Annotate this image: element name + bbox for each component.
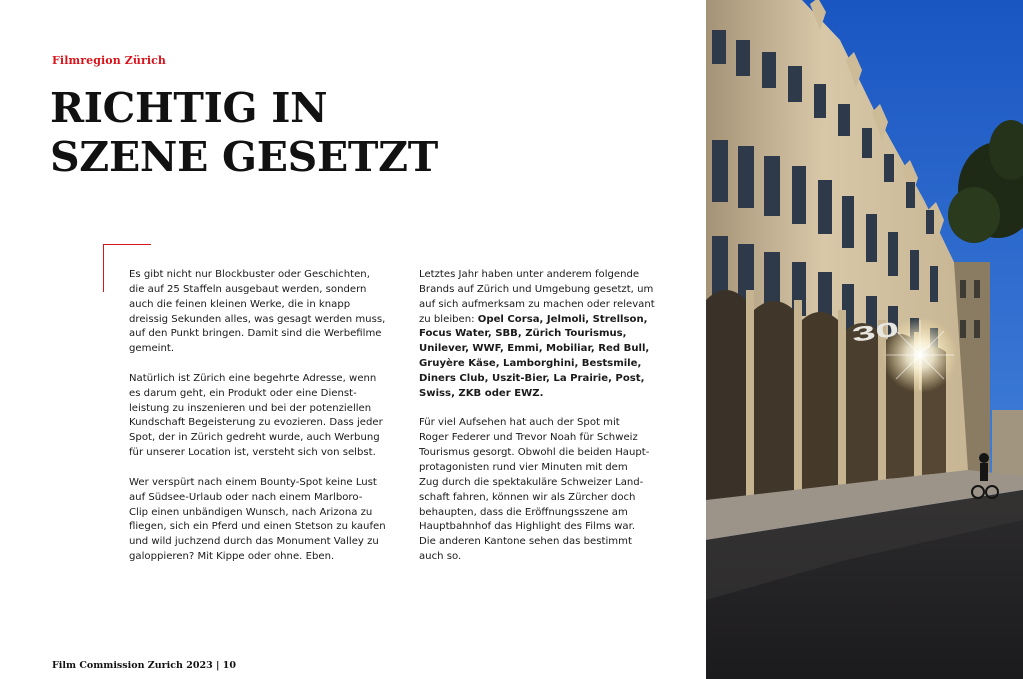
text-line: Spot, der in Zürich gedreht wurde, auch Werbung [129, 432, 380, 444]
paragraph-1 [129, 268, 391, 357]
text-line: und wild juchzend durch das Monument Valley zu [129, 536, 379, 548]
page-footer: Film Commission Zurich 2023 | 10 [52, 660, 236, 671]
street-photo [706, 0, 1023, 679]
text-line: auch so. [419, 551, 462, 563]
brand-list-start: Opel Corsa, Jelmoli, Strellson, [477, 313, 648, 325]
text-line: Kundschaft Begeisterung zu evozieren. Dass jeder [129, 417, 383, 429]
text-line: Clip einen unbändigen Wunsch, nach Arizona zu [129, 506, 373, 518]
page-title [50, 84, 690, 182]
text-line: die auf 25 Staffeln ausgebaut werden, sondern [129, 283, 367, 295]
text-line: Für viel Aufsehen hat auch der Spot mit [419, 417, 620, 429]
paragraph-3 [129, 476, 391, 565]
text-line: fliegen, sich ein Pferd und einen Stetson zu kaufen [129, 521, 386, 533]
text-line: Tourismus gesorgt. Obwohl die beiden Haupt- [419, 447, 650, 459]
text-line: Zug durch die spektakuläre Schweizer Land- [419, 476, 644, 488]
text-line: behaupten, dass die Eröffnungsszene am [419, 506, 628, 518]
accent-bracket-vertical [103, 244, 104, 292]
text-line: Die anderen Kantone sehen das bestimmt [419, 536, 632, 548]
paragraph-2 [129, 372, 391, 461]
brand-list-line: Gruyère Käse, Lamborghini, Bestsmile, [419, 358, 642, 370]
text-line: auf sich aufmerksam zu machen oder relevant [419, 298, 655, 310]
text-line: galoppieren? Mit Kippe oder ohne. Eben. [129, 551, 335, 563]
text-line: Es gibt nicht nur Blockbuster oder Geschichten, [129, 269, 370, 280]
text-line: Letztes Jahr haben unter anderem folgende [419, 269, 640, 280]
text-line: auf den Punkt bringen. Damit sind die Werbefilme [129, 328, 382, 340]
text-line: protagonisten rund vier Minuten mit dem [419, 461, 628, 473]
text-line: auf Südsee-Urlaub oder nach einem Marlboro- [129, 491, 363, 503]
text-line: gemeint. [129, 343, 175, 355]
brand-list-line: Swiss, ZKB oder EWZ. [419, 387, 544, 399]
text-line-mixed [419, 313, 669, 328]
text-line: dreissig Sekunden alles, was gesagt werden muss, [129, 313, 386, 325]
text-line: für unserer Location ist, versteht sich von selbst. [129, 447, 376, 459]
text-line: Wer verspürt nach einem Bounty-Spot keine Lust [129, 476, 377, 488]
street-photo-illustration [706, 0, 1023, 679]
paragraph-federer [419, 416, 669, 564]
text-fragment: zu bleiben: [419, 313, 478, 325]
title-line-2: SZENE GESETZT [50, 133, 438, 181]
text-line: auch die feinen kleinen Werke, die in knapp [129, 298, 351, 310]
text-line: Brands auf Zürich und Umgebung gesetzt, um [419, 283, 654, 295]
accent-bracket-horizontal [103, 244, 151, 245]
title-line-1: RICHTIG IN [50, 84, 328, 132]
text-line: Hauptbahnhof das Highlight des Films war. [419, 521, 636, 533]
brand-list-line: Diners Club, Uszit-Bier, La Prairie, Post, [419, 372, 645, 384]
road-marking-text: 30 [850, 317, 901, 347]
text-line: Roger Federer und Trevor Noah für Schweiz [419, 432, 638, 444]
brand-list-line: Unilever, WWF, Emmi, Mobiliar, Red Bull, [419, 343, 650, 355]
text-column-2 [419, 268, 669, 580]
section-kicker: Filmregion Zürich [52, 54, 167, 67]
text-column-1 [129, 268, 391, 580]
text-line: Natürlich ist Zürich eine begehrte Adresse, wenn [129, 372, 377, 384]
text-line: schaft fahren, können wir als Zürcher doch [419, 491, 636, 503]
paragraph-brands [419, 268, 669, 402]
text-line: leistung zu inszenieren und bei der potenziellen [129, 402, 372, 414]
distant-building [992, 410, 1023, 480]
brand-list-line: Focus Water, SBB, Zürich Tourismus, [419, 328, 627, 340]
text-line: es darum geht, ein Produkt oder eine Dienst- [129, 387, 357, 399]
